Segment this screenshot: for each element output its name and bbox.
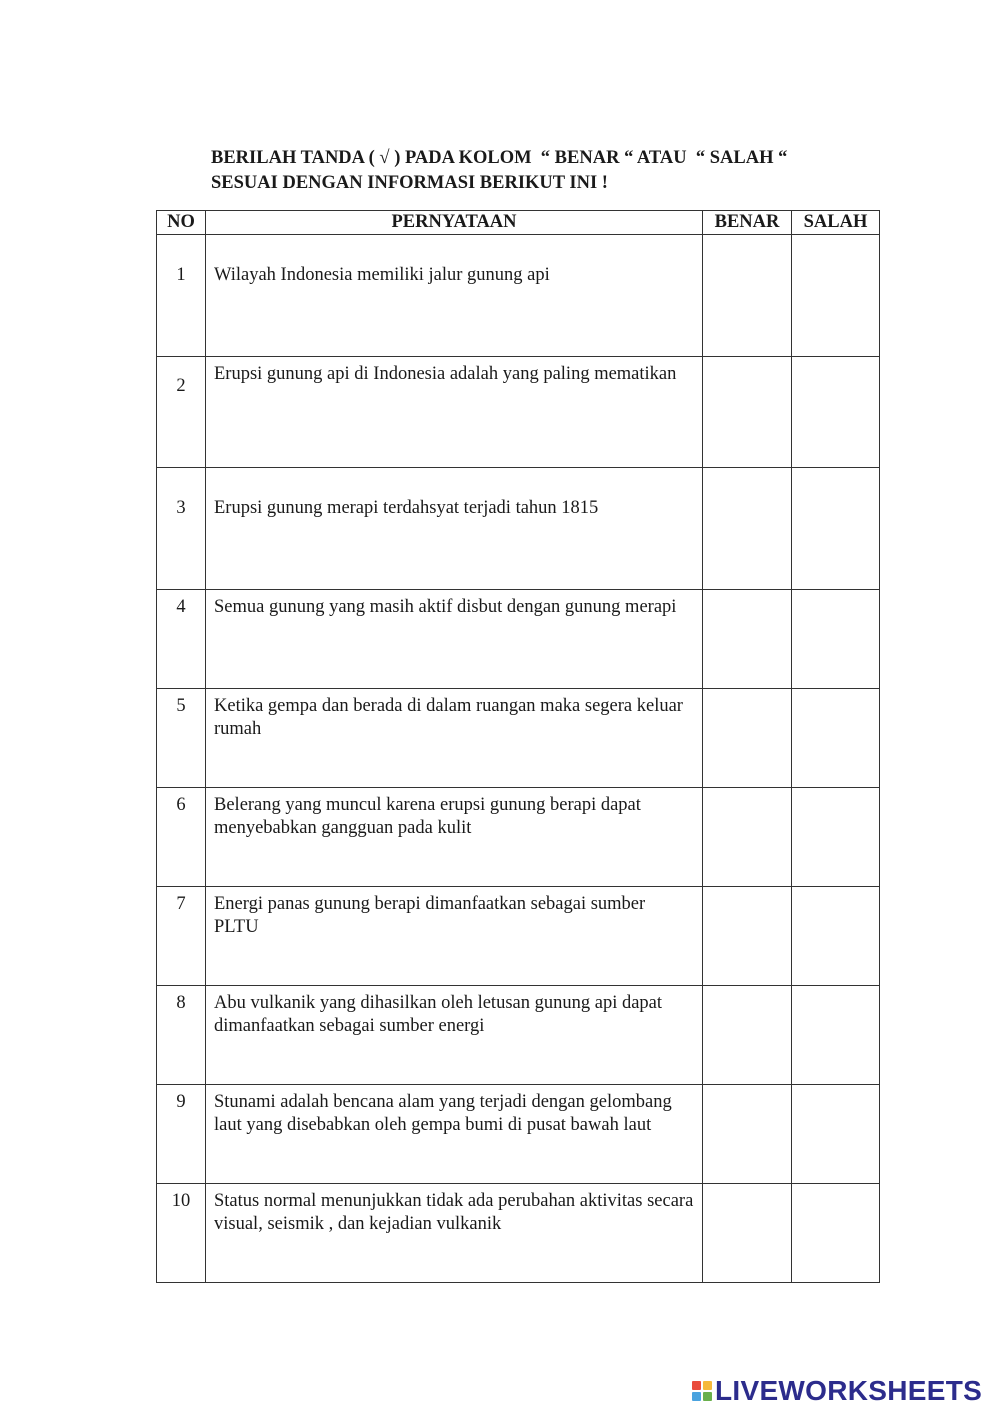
true-checkbox-cell[interactable] [703,590,792,689]
instruction-line-2: SESUAI DENGAN INFORMASI BERIKUT INI ! [211,173,608,193]
table-row [157,887,880,986]
table-row [157,357,880,468]
row-number: 5 [157,689,206,788]
logo-text: LIVEWORKSHEETS [715,1375,983,1406]
true-checkbox-cell[interactable] [703,986,792,1085]
row-number: 4 [157,590,206,689]
row-statement: Abu vulkanik yang dihasilkan oleh letusan gunung api dapat dimanfaatkan sebagai sumber energi [206,986,703,1085]
true-checkbox-cell[interactable] [703,468,792,590]
false-checkbox-cell[interactable] [792,887,880,986]
header-statement: PERNYATAAN [206,211,703,235]
row-statement: Energi panas gunung berapi dimanfaatkan sebagai sumber PLTU [206,887,703,986]
true-false-table [156,210,880,1283]
row-number: 10 [157,1184,206,1283]
row-number: 1 [157,235,206,357]
row-number: 7 [157,887,206,986]
row-statement: Status normal menunjukkan tidak ada perubahan aktivitas secara visual, seismik , dan kejadian vulkanik [206,1184,703,1283]
table-row [157,1184,880,1283]
logo-block-green [703,1392,712,1401]
row-statement: Wilayah Indonesia memiliki jalur gunung api [206,235,703,357]
false-checkbox-cell[interactable] [792,590,880,689]
false-checkbox-cell[interactable] [792,235,880,357]
row-statement: Ketika gempa dan berada di dalam ruangan maka segera keluar rumah [206,689,703,788]
true-checkbox-cell[interactable] [703,689,792,788]
logo-block-red [692,1381,701,1390]
row-statement: Erupsi gunung merapi terdahsyat terjadi tahun 1815 [206,468,703,590]
logo-block-blue [692,1392,701,1401]
true-checkbox-cell[interactable] [703,235,792,357]
table-row [157,468,880,590]
header-true: BENAR [703,211,792,235]
false-checkbox-cell[interactable] [792,986,880,1085]
table-row [157,788,880,887]
logo-blocks-icon [692,1381,712,1401]
true-checkbox-cell[interactable] [703,788,792,887]
true-checkbox-cell[interactable] [703,887,792,986]
false-checkbox-cell[interactable] [792,1085,880,1184]
row-number: 3 [157,468,206,590]
header-false: SALAH [792,211,880,235]
false-checkbox-cell[interactable] [792,788,880,887]
row-statement: Stunami adalah bencana alam yang terjadi dengan gelombang laut yang disebabkan oleh gempa bumi di pusat bawah laut [206,1085,703,1184]
liveworksheets-logo [692,1376,982,1406]
instruction-line-1: BERILAH TANDA ( √ ) PADA KOLOM “ BENAR “ ATAU “ SALAH “ [211,148,788,168]
false-checkbox-cell[interactable] [792,689,880,788]
false-checkbox-cell[interactable] [792,468,880,590]
false-checkbox-cell[interactable] [792,357,880,468]
table-row [157,1085,880,1184]
table-row [157,590,880,689]
table-row [157,986,880,1085]
false-checkbox-cell[interactable] [792,1184,880,1283]
true-checkbox-cell[interactable] [703,1085,792,1184]
row-number: 2 [157,357,206,468]
row-statement: Semua gunung yang masih aktif disbut dengan gunung merapi [206,590,703,689]
row-statement: Erupsi gunung api di Indonesia adalah yang paling mematikan [206,357,703,468]
header-no: NO [157,211,206,235]
row-number: 8 [157,986,206,1085]
true-checkbox-cell[interactable] [703,357,792,468]
logo-block-yellow [703,1381,712,1390]
instruction-text [211,146,911,196]
row-statement: Belerang yang muncul karena erupsi gunung berapi dapat menyebabkan gangguan pada kulit [206,788,703,887]
table-row [157,235,880,357]
table-header-row [157,211,880,235]
true-checkbox-cell[interactable] [703,1184,792,1283]
row-number: 9 [157,1085,206,1184]
row-number: 6 [157,788,206,887]
table-row [157,689,880,788]
